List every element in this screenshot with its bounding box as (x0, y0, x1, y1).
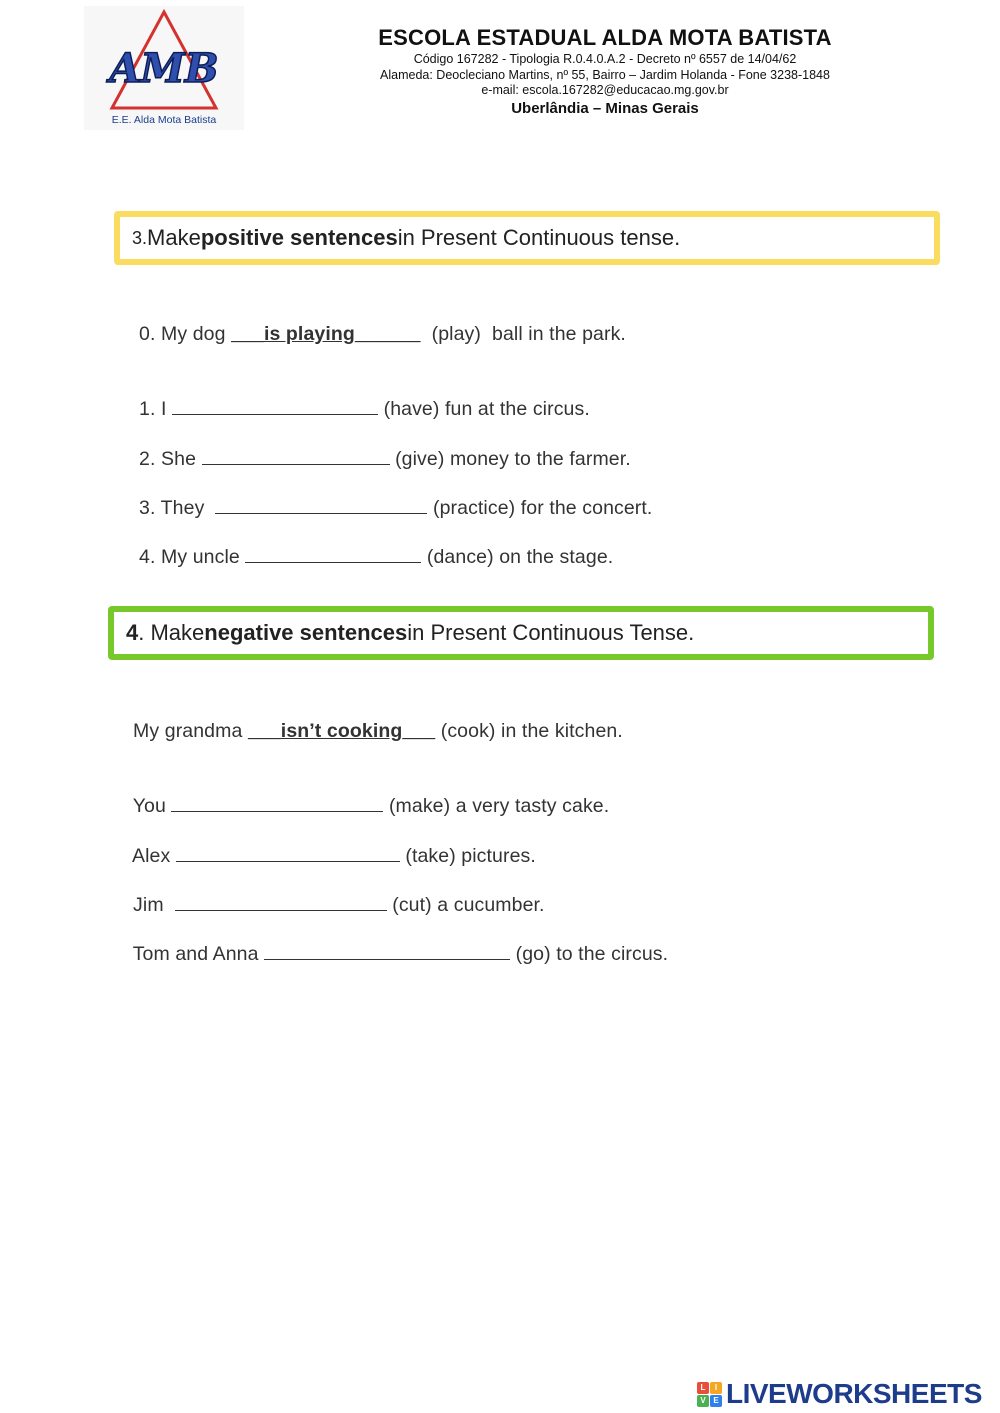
section3-bold: positive sentences (200, 225, 398, 250)
section3-item-1 (128, 373, 590, 421)
item-suffix: (make) a very tasty cake. (383, 795, 610, 817)
item-prefix: 1. I (139, 398, 173, 420)
school-city: Uberlândia – Minas Gerais (511, 99, 699, 117)
item-prefix: 2. She (139, 448, 202, 470)
section3-instruction (114, 211, 940, 265)
school-name: ESCOLA ESTADUAL ALDA MOTA BATISTA (378, 25, 832, 50)
section4-number: 4 (126, 620, 139, 645)
section3-item-4 (128, 521, 613, 569)
answer-blank[interactable] (175, 892, 387, 911)
item-suffix: (take) pictures. (399, 845, 536, 867)
section3-number: 3. (132, 227, 148, 248)
section4-post: in Present Continuous Tense. (407, 620, 695, 645)
item-suffix: (cut) a cucumber. (386, 894, 545, 916)
school-code: Código 167282 - Tipologia R.0.4.0.A.2 - Decreto nº 6557 de 14/04/62 (413, 52, 797, 66)
liveworksheets-logo-icon: L I V E (697, 1382, 722, 1407)
liveworksheets-brand[interactable] (697, 1377, 982, 1411)
example-suffix: (play) ball in the park. (431, 323, 626, 345)
answer-blank[interactable] (264, 941, 510, 960)
example-prefix: My grandma (133, 720, 248, 742)
school-logo (84, 6, 244, 130)
answer-blank[interactable] (172, 396, 378, 415)
school-header (300, 24, 910, 119)
section4-example (122, 697, 623, 743)
example-answer: ___is playing______ (231, 323, 421, 345)
section4-item-1 (122, 770, 609, 818)
section4-pre: . Make (138, 620, 205, 645)
item-prefix: 4. My uncle (139, 546, 246, 568)
logo-caption: E.E. Alda Mota Batista (111, 114, 217, 126)
logo-letters: AMB (109, 45, 219, 92)
section3-example (128, 300, 626, 346)
example-prefix: 0. My dog (139, 323, 232, 345)
answer-blank[interactable] (202, 446, 390, 465)
item-prefix: Jim (133, 894, 175, 916)
section3-pre: Make (147, 225, 201, 250)
item-prefix: 3. They (139, 497, 216, 519)
item-prefix: Alex (131, 845, 176, 867)
example-suffix: (cook) in the kitchen. (440, 720, 623, 742)
school-address: Alameda: Deocleciano Martins, nº 55, Bairro – Jardim Holanda - Fone 3238-1848 (380, 67, 830, 82)
example-answer: ___isn’t cooking___ (247, 720, 436, 742)
item-suffix: (practice) for the concert. (427, 497, 653, 519)
section4-item-3 (122, 869, 545, 917)
answer-blank[interactable] (215, 495, 427, 514)
item-suffix: (have) fun at the circus. (378, 398, 590, 420)
section3-post: in Present Continuous tense. (397, 225, 681, 250)
item-suffix: (give) money to the farmer. (389, 448, 631, 470)
item-suffix: (dance) on the stage. (421, 546, 614, 568)
section4-item-4 (122, 918, 668, 966)
school-email: e-mail: escola.167282@educacao.mg.gov.br (481, 83, 729, 97)
section4-bold: negative sentences (204, 620, 408, 645)
answer-blank[interactable] (176, 843, 400, 862)
section4-item-2 (122, 820, 536, 868)
item-prefix: Tom and Anna (132, 943, 265, 965)
section4-instruction (108, 606, 934, 660)
section3-item-2 (128, 423, 631, 471)
answer-blank[interactable] (245, 544, 421, 563)
answer-blank[interactable] (171, 793, 383, 812)
item-suffix: (go) to the circus. (510, 943, 669, 965)
section3-item-3 (128, 472, 652, 520)
logo-triangle-icon (104, 8, 224, 114)
liveworksheets-wordmark: LIVEWORKSHEETS (726, 1378, 982, 1409)
item-prefix: You (132, 795, 172, 817)
